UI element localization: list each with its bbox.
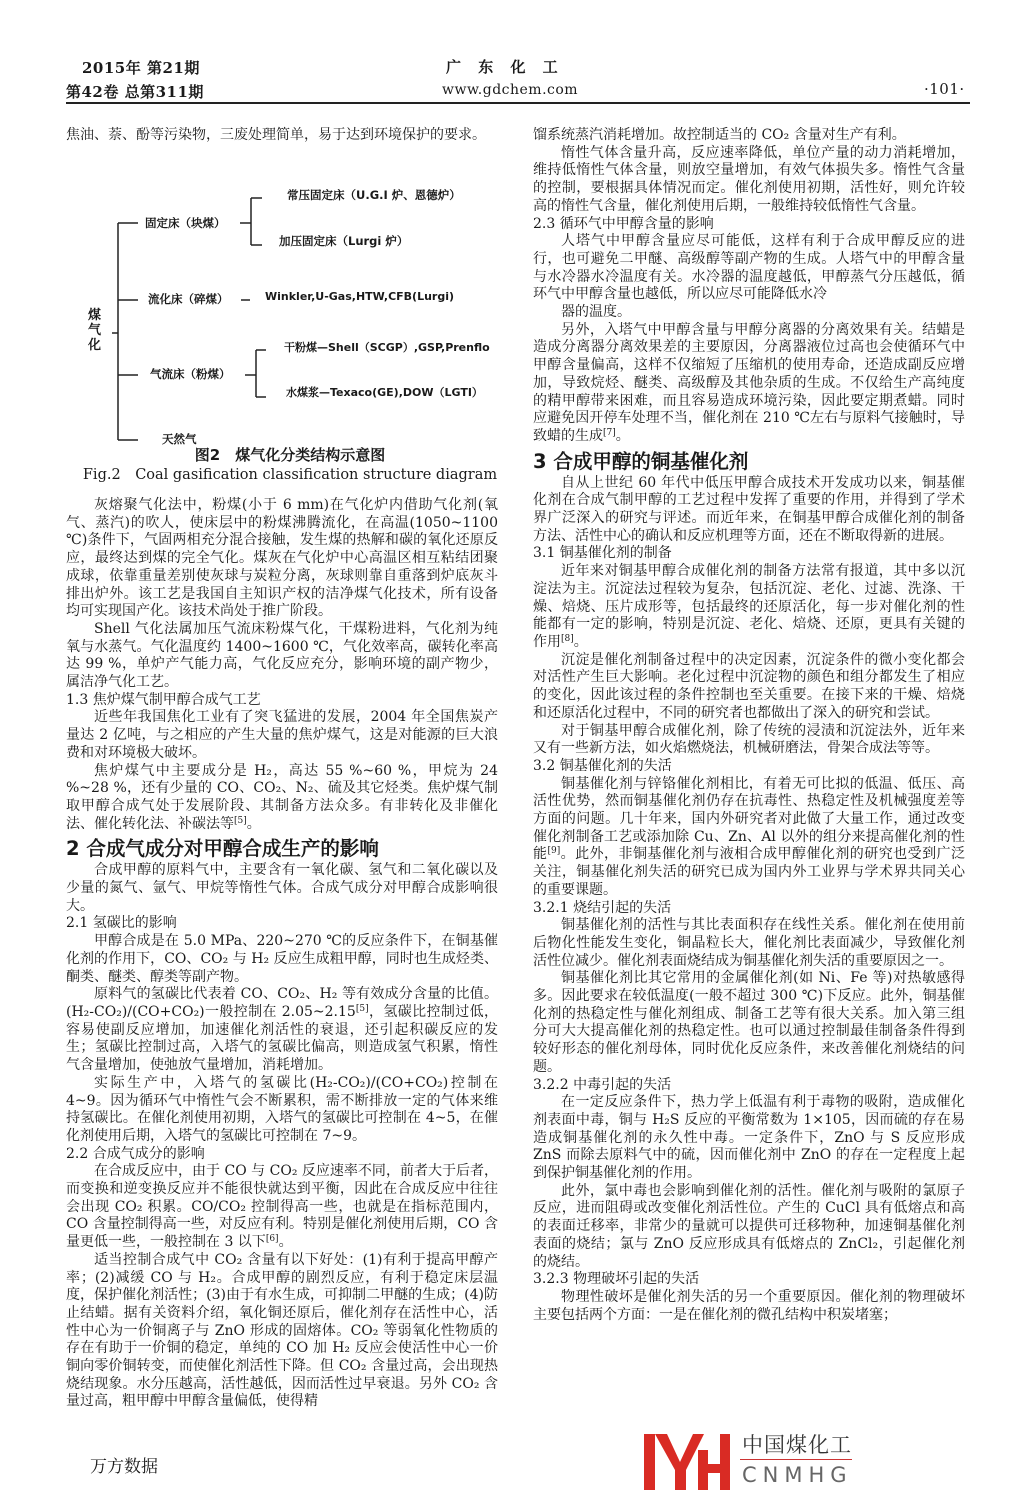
paragraph <box>533 322 965 446</box>
text-run: 3.2.3 物理破坏引起的失活 <box>533 1271 700 1288</box>
text-run: 沉淀是催化剂制备过程中的决定因素，沉淀条件的微小变化都会对活性产生巨大影响。老化过程中沉淀物的颜色和组分都发生了相应的变化，因此该过程的条件控制也至关重要。在接下来的干燥、焙烧和还原活化过程中，不同的研究者也都做出了深入的研究和尝试。 <box>533 651 965 721</box>
leaf-label-fluid: Winkler,U-Gas,HTW,CFB(Lurgi) <box>265 290 455 303</box>
paragraph <box>66 763 498 834</box>
paragraph <box>66 709 498 762</box>
text-run: 。此外，非铜基催化剂与液相合成甲醇催化剂的研究也受到广泛关注，铜基催化剂失活的研究已成为国内外工业界与学术界共同关心的重要课题。 <box>533 846 966 898</box>
text-run: 适当控制合成气中 CO₂ 含量有以下好处：(1)有利于提高甲醇产率；(2)减缓 CO 与 H₂。合成甲醇的剧烈反应，有利于稳定床层温度，保护催化剂活性；(3)由于有水生成，可抑制二甲醚的生成；(4)防止结蜡。据有关资料介绍，氧化铜还原后，催化剂存在活性中心，活性中心为一价铜离子与 ZnO 形成的固熔体。CO₂ 等弱氧化性物质的存在有助于一价铜的稳定，单纯的 CO 加 H₂ 反应会使活性中心一价铜向零价铜转变，而使催化剂活性下降。但 CO₂ 含量过高，会出现热烧结现象。水分压越高，活性越低，因而活性过早衰退。另外 CO₂ 含量过高，粗甲醇中甲醇含量偏低，使得精 <box>66 1251 498 1410</box>
branch-label-fluid: 流化床（碎煤） <box>148 292 229 306</box>
figure-caption-en: Fig.2 Coal gasification classification structure diagram <box>82 467 498 483</box>
watermark-logo <box>640 1428 870 1494</box>
leaf-label-slurry: 水煤浆—Texaco(GE),DOW（LGTI） <box>286 386 483 399</box>
text-run: 铜基催化剂的活性与其比表面积存在线性关系。催化剂在使用前后物化性能发生变化，铜晶粒长大，催化剂比表面减少，导致催化剂活性位减少。催化剂表面烧结成为铜基催化剂失活的重要原因之一。 <box>533 917 965 969</box>
subsection-heading <box>533 216 965 234</box>
subsection-heading <box>533 545 965 563</box>
subsection-heading <box>66 915 498 933</box>
text-run: 3.1 铜基催化剂的制备 <box>533 545 672 562</box>
figure-caption-cn: 图2 煤气化分类结构示意图 <box>194 446 386 464</box>
text-run: 近年来对铜基甲醇合成催化剂的制备方法常有报道，其中多以沉淀法为主。沉淀法过程较为复杂，包括沉淀、老化、过滤、洗涤、干燥、焙烧、压片成形等，包括最终的还原活化，每一步对催化剂的性能都有一定的影响，特别是沉淀、老化、焙烧、还原，更具有关键的作用 <box>533 563 965 650</box>
paragraph <box>533 652 965 723</box>
text-run: 3 合成甲醇的铜基催化剂 <box>533 449 749 473</box>
subsection-heading <box>66 692 498 710</box>
text-run: 3.2 铜基催化剂的失活 <box>533 757 672 774</box>
text-run: 焦油、萘、酚等污染物，三废处理简单，易于达到环境保护的要求。 <box>66 127 486 143</box>
paragraph <box>533 145 965 216</box>
citation-ref: [5] <box>355 1003 369 1014</box>
text-run: 对于铜基甲醇合成催化剂，除了传统的浸渍和沉淀法外，近年来又有一些新方法，如火焰燃烧法，机械研磨法，骨架合成法等等。 <box>533 722 965 757</box>
text-run: 甲醇合成是在 5.0 MPa、220~270 ℃的反应条件下，在铜基催化剂的作用下，CO、CO₂ 与 H₂ 反应生成粗甲醇，同时也生成烃类、酮类、醚类、醇类等副产物。 <box>66 933 498 985</box>
journal-title: 广 东 化 工 <box>446 58 564 76</box>
diagram-root-label: 煤气化 <box>88 308 102 353</box>
text-run: 实际生产中，入塔气的氢碳比(H₂-CO₂)/(CO+CO₂)控制在 4~9。因为循环气中惰性气会不断累积，需不断排放一定的气体来维持氢碳比。在催化剂使用初期，入塔气的氢碳比可控制在 4~5，在催化剂使用后期，入塔气的氢碳比可控制在 7~9。 <box>66 1074 498 1144</box>
watermark-text-cn: 中国煤化工 <box>742 1433 852 1457</box>
text-run: 合成甲醇的原料气中，主要含有一氧化碳、氢气和二氧化碳以及少量的氮气、氩气、甲烷等惰性气体。合成气成分对甲醇合成影响很大。 <box>66 862 498 914</box>
subsection-heading <box>533 1077 965 1095</box>
left-column-body <box>66 497 498 1411</box>
section-heading <box>533 450 965 473</box>
text-run: 器的温度。 <box>561 304 631 321</box>
citation-ref: [6] <box>265 1234 279 1245</box>
branch-label-gas: 天然气 <box>162 432 197 446</box>
text-run: 焦炉煤气中主要成分是 H₂，高达 55 %~60 %，甲烷为 24 %~28 %，还有少量的 CO、CO₂、N₂、硫及其它烃类。焦炉煤气制取甲醇合成气处于发展阶段、其制备方法众多。有非转化及非催化法、催化转化法、补碳法等 <box>66 762 498 832</box>
text-run: 。 <box>615 427 630 444</box>
paragraph <box>533 304 965 322</box>
text-run: 自从上世纪 60 年代中低压甲醇合成技术开发成功以来，铜基催化剂在合成气制甲醇的工艺过程中发挥了重要的作用，并得到了学术界广泛深入的研究与评述。而近年来，在铜基甲醇合成催化剂的制备方法、活性中心的确认和反应机理等方面，还在不断取得新的进展。 <box>533 474 965 544</box>
paragraph <box>533 917 965 970</box>
right-column-body <box>533 127 965 1324</box>
text-run: 3.2.2 中毒引起的失活 <box>533 1076 672 1093</box>
journal-website: www.gdchem.com <box>442 82 579 98</box>
subsection-heading <box>533 1271 965 1289</box>
citation-ref: [7] <box>603 427 616 438</box>
paragraph <box>533 776 965 900</box>
paragraph <box>66 986 498 1075</box>
paragraph <box>66 621 498 692</box>
text-run: 此外，氯中毒也会影响到催化剂的活性。催化剂与吸附的氯原子反应，进而阻碍或改变催化剂活性位。产生的 CuCl 具有低熔点和高的表面迁移率，非常少的量就可以提供可迁移物种，加速铜基催化剂表面的烧结；氯与 ZnO 反应形成具有低熔点的 ZnCl₂，引起催化剂的烧结。 <box>533 1182 965 1270</box>
paragraph <box>533 970 965 1076</box>
text-run: 2.2 合成气成分的影响 <box>66 1145 205 1162</box>
paragraph <box>533 1094 965 1183</box>
paragraph <box>533 1183 965 1272</box>
subsection-heading <box>66 1146 498 1164</box>
text-run: 物理性破坏是催化剂失活的另一个重要原因。催化剂的物理破坏主要包括两个方面：一是在催化剂的微孔结构中积炭堵塞； <box>533 1289 965 1323</box>
paragraph <box>66 497 498 621</box>
paragraph <box>533 233 965 304</box>
subsection-heading <box>533 758 965 776</box>
text-run: 2.3 循环气中甲醇含量的影响 <box>533 215 714 232</box>
paragraph <box>533 723 965 758</box>
paragraph <box>66 1075 498 1146</box>
branch-label-fixed: 固定床（块煤） <box>145 216 226 230</box>
issue-label: 2015年 第21期 <box>82 59 200 77</box>
cnmhg-logo-icon <box>640 1428 735 1494</box>
text-run: 灰熔聚气化法中，粉煤(小于 6 mm)在气化炉内借助气化剂(氧气、蒸汽)的吹人，使床层中的粉煤沸腾流化，在高温(1050~1100 ℃)条件下，气固两相充分混合接触，发生煤的热解和碳的氧化还原反应，最终达到煤的完全气化。煤灰在气化炉中心高温区相互粘结团聚成球，依靠重量差别使灰球与炭粒分离，灰球则靠自重落到炉底灰斗排出炉外。该工艺是我国自主知识产权的洁净煤气化技术，所有设备均可实现国产化。该技术尚处于推广阶段。 <box>66 497 498 620</box>
text-run: 2.1 氢碳比的影响 <box>66 915 177 932</box>
leaf-label-pressurized-fixed: 加压固定床（Lurgi 炉） <box>279 234 409 248</box>
volume-label: 第42卷 总第311期 <box>66 83 204 101</box>
text-run: 惰性气体含量升高，反应速率降低，单位产量的动力消耗增加，维持低惰性气体含量，则放空量增加，有效气体损失多。惰性气含量的控制，要根据具体情况而定。催化剂使用初期，活性好，则允许较高的惰性气含量，催化剂使用后期，一般维持较低惰性气含量。 <box>533 144 965 214</box>
figure-coal-gasification-diagram <box>60 170 520 490</box>
text-run: 3.2.1 烧结引起的失活 <box>533 899 672 916</box>
citation-ref: [5] <box>234 815 247 826</box>
section-heading <box>66 837 498 860</box>
subsection-heading <box>533 900 965 918</box>
text-run: 铜基催化剂与锌铬催化剂相比，有着无可比拟的低温、低压、高活性优势，然而铜基催化剂仍存在抗毒性、热稳定性及机械强度差等方面的问题。几十年来，国内外研究者对此做了大量工作，通过改变催化剂制备工艺或添加除 Cu、Zn、Al 以外的组分来提高催化剂的性能 <box>533 775 965 863</box>
text-run: 2 合成气成分对甲醇合成生产的影响 <box>66 837 379 861</box>
text-run: ，氢碳比控制过低，容易使副反应增加，加速催化剂活性的衰退，还引起积碳反应的发生；氢碳比控制过高，入塔气的氢碳比偏高，则造成氢气积累，惰性气含量增加，使弛放气量增加，消耗增加。 <box>66 1003 498 1074</box>
left-column-intro <box>66 127 498 145</box>
text-run: 。 <box>278 1234 293 1251</box>
paragraph <box>66 933 498 986</box>
text-run: 馏系统蒸汽消耗增加。故控制适当的 CO₂ 含量对生产有利。 <box>533 127 906 143</box>
leaf-label-atmospheric-fixed: 常压固定床（U.G.I 炉、恩德炉） <box>287 188 461 202</box>
paragraph <box>533 563 965 652</box>
text-run: 铜基催化剂比其它常用的金属催化剂(如 Ni、Fe 等)对热敏感得多。因此要求在较低温度(一般不超过 300 ℃)下反应。此外，铜基催化剂的热稳定性与催化剂组成、制备工艺等有很大关系。加入第三组分可大大提高催化剂的热稳定性。也可以通过控制最佳制备条件得到较好形态的催化剂母体，同时优化反应条件，来改善催化剂烧结的问题。 <box>533 970 965 1075</box>
paragraph <box>66 1163 498 1252</box>
text-run: 另外，入塔气中甲醇含量与甲醇分离器的分离效果有关。结蜡是造成分离器分离效果差的主要原因，分离器液位过高也会使循环气中甲醇含量偏高，这样不仅缩短了压缩机的使用寿命，还造成副反应增加，导致烷烃、醚类、高级醇及其他杂质的生成。不仅给生产高纯度的精甲醇带来困难，而且容易造成环境污染，因此要定期煮蜡。同时应避免因开停车处理不当，催化剂在 210 ℃左右与原料气接触时，导致蜡的生成 <box>533 321 965 444</box>
watermark-text-en: CNMHG <box>742 1463 853 1487</box>
text-run: 近些年我国焦化工业有了突飞猛进的发展，2004 年全国焦炭产量达 2 亿吨，与之相应的产生大量的焦炉煤气，这是对能源的巨大浪费和对环境极大破坏。 <box>66 709 498 761</box>
text-run: 1.3 焦炉煤气制甲醇合成气工艺 <box>66 691 261 708</box>
paragraph <box>66 862 498 915</box>
text-run: 在一定反应条件下，热力学上低温有利于毒物的吸附，造成催化剂表面中毒，铜与 H₂S 反应的平衡常数为 1×105，因而硫的存在易造成铜基催化剂的永久性中毒。一定条件下，ZnO 与 S 反应形成 ZnS 而除去原料气中的硫，因而催化剂中 ZnO 的存在一定程度上起到保护铜基催化剂的作用。 <box>533 1094 965 1182</box>
text-run: 人塔气中甲醇含量应尽可能低，这样有利于合成甲醇反应的进行，也可避免二甲醚、高级醇等副产物的生成。人塔气中的甲醇含量与水冷器水冷温度有关。水冷器的温度越低，甲醇蒸气分压越低，循环气中甲醇含量也越低，所以应尽可能降低水冷 <box>533 233 965 303</box>
paragraph <box>533 127 965 145</box>
text-run: Shell 气化法属加压气流床粉煤气化，干煤粉进料，气化剂为纯氧与水蒸气。气化温度约 1400~1600 ℃，气化效率高，碳转化率高达 99 %，单炉产气能力高，气化反应充分，影响环境的副产物少，属洁净气化工艺。 <box>66 620 498 691</box>
leaf-label-dry-powder: 干粉煤—Shell（SCGP）,GSP,Prenflo <box>284 341 490 354</box>
text-run: 原料气的氢碳比代表着 CO、CO₂、H₂ 等有效成分含量的比值。(H₂-CO₂)/(CO+CO₂)一般控制在 2.05~2.15 <box>66 986 498 1020</box>
citation-ref: [9] <box>547 846 561 857</box>
text-run: 。 <box>573 633 588 650</box>
footer-source: 万方数据 <box>90 1457 158 1477</box>
citation-ref: [8] <box>561 633 574 644</box>
branch-label-entrained: 气流床（粉煤） <box>150 367 231 381</box>
header-rule <box>66 102 970 104</box>
text-run: 在合成反应中，由于 CO 与 CO₂ 反应速率不同，前者大于后者，而变换和逆变换反应并不能很快就达到平衡，因此在合成反应中往往会出现 CO₂ 积累。CO/CO₂ 控制得高一些，也就是在指标范围内，CO 含量控制得高一些，对反应有利。特别是催化剂使用后期，CO 含量更低一些，一般控制在 3 以下 <box>66 1163 498 1251</box>
paragraph <box>533 1289 965 1324</box>
diagram-lines <box>60 170 520 490</box>
page-number: ·101· <box>924 80 965 98</box>
paragraph <box>533 475 965 546</box>
text-run: 。 <box>246 815 261 832</box>
paragraph <box>66 1252 498 1411</box>
paragraph <box>66 127 498 145</box>
